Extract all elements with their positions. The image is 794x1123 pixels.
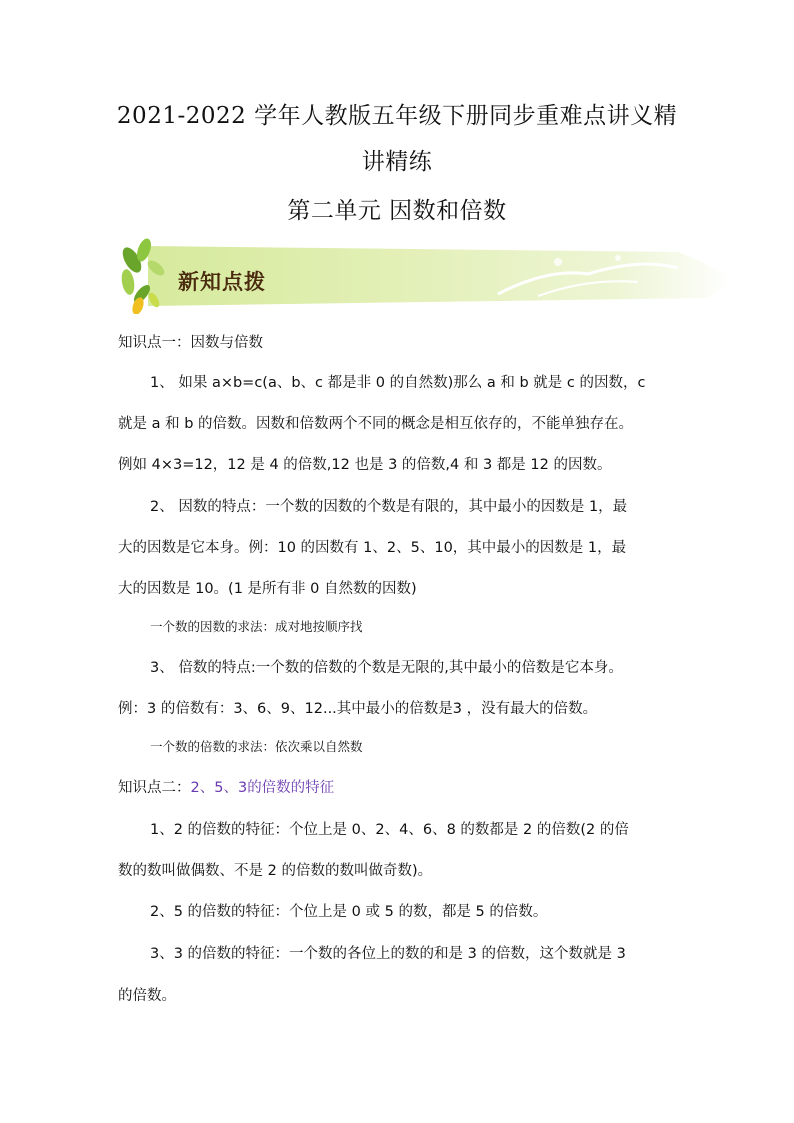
- section1-p2-line2: 大的因数是它本身。例：10 的因数有 1、2、5、10，其中最小的因数是 1，最: [118, 540, 627, 556]
- section2-p2-line1: 2、5 的倍数的特征：个位上是 0 或 5 的数，都是 5 的倍数。: [150, 904, 548, 920]
- section1-note-factors: 一个数的因数的求法：成对地按顺序找: [150, 619, 363, 634]
- section1-p1-line1: 1、 如果 a×b=c(a、b、c 都是非 0 的自然数)那么 a 和 b 就是 c 的因数，c: [150, 375, 646, 391]
- section2-p3-line2: 的倍数。: [118, 988, 176, 1004]
- section1-p2-line1: 2、 因数的特点：一个数的因数的个数是有限的，其中最小的因数是 1，最: [150, 499, 628, 515]
- section1-p1-line3: 例如 4×3=12，12 是 4 的倍数,12 也是 3 的倍数,4 和 3 都是 12 的因数。: [118, 457, 612, 473]
- section1-p1-line2: 就是 a 和 b 的倍数。因数和倍数两个不同的概念是相互依存的，不能单独存在。: [118, 416, 634, 432]
- document-title-line1: 2021-2022 学年人教版五年级下册同步重难点讲义精: [116, 103, 678, 129]
- section1-p3-line2: 例：3 的倍数有：3、6、9、12...其中最小的倍数是3 ，没有最大的倍数。: [118, 701, 598, 717]
- section2-p1-line1: 1、2 的倍数的特征：个位上是 0、2、4、6、8 的数都是 2 的倍数(2 的倍: [150, 822, 629, 838]
- section2-heading: [118, 776, 334, 797]
- section1-heading: 知识点一：因数与倍数: [118, 335, 263, 351]
- document-title-line2: 讲精练: [361, 149, 433, 175]
- section1-note-multiples: 一个数的倍数的求法：依次乘以自然数: [150, 739, 363, 754]
- section2-heading-prefix: 知识点二：: [118, 780, 191, 796]
- section1-p3-line1: 3、 倍数的特点:一个数的倍数的个数是无限的,其中最小的倍数是它本身。: [150, 660, 623, 676]
- unit-subtitle: 第二单元 因数和倍数: [287, 198, 507, 224]
- section-banner: [118, 238, 738, 314]
- section2-heading-suffix: 的倍数的特征: [247, 780, 335, 796]
- section2-p3-line1: 3、3 的倍数的特征：一个数的各位上的数的和是 3 的倍数，这个数就是 3: [150, 946, 626, 962]
- section2-heading-numbers: 2、5、3: [190, 780, 248, 796]
- section2-p1-line2: 数的数叫做偶数、不是 2 的倍数的数叫做奇数)。: [118, 863, 433, 879]
- banner-label: 新知点拨: [178, 270, 266, 294]
- section1-p2-line3: 大的因数是 10。(1 是所有非 0 自然数的因数): [118, 581, 417, 597]
